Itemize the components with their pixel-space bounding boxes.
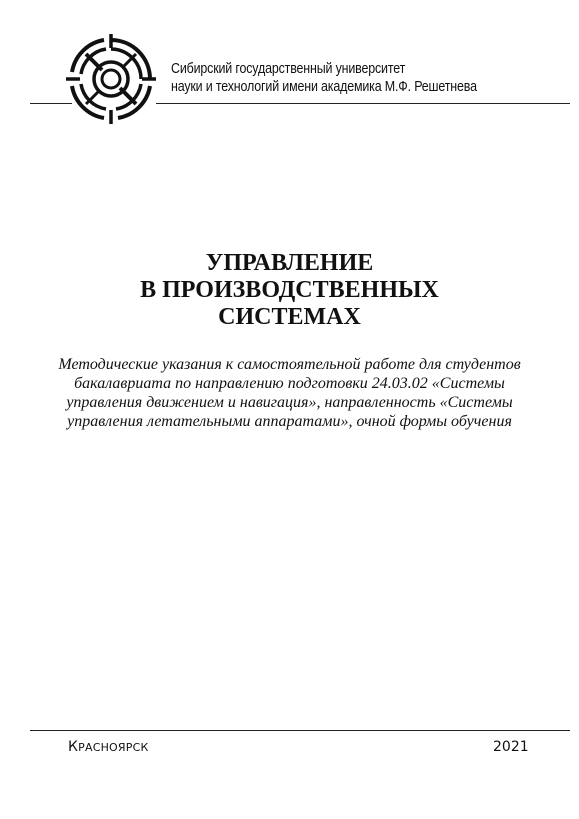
title-line1: УПРАВЛЕНИЕ (205, 250, 374, 276)
city-rest: РАСНОЯРСК (78, 741, 149, 754)
city-initial: К (68, 739, 79, 755)
subtitle-line3: управления движением и навигация», направленность «Системы (66, 394, 513, 411)
header-rule-right (156, 103, 570, 104)
university-name-line2: науки и технологий имени академика М.Ф. Решетнева (171, 79, 477, 95)
university-name (171, 60, 477, 96)
subtitle-line2: бакалавриата по направлению подготовки 24.03.02 «Системы (74, 375, 505, 392)
university-name-line1: Сибирский государственный университет (171, 61, 406, 77)
document-title (0, 250, 579, 331)
title-line2: В ПРОИЗВОДСТВЕННЫХ (140, 277, 439, 303)
publication-year: 2021 (493, 739, 529, 755)
document-subtitle (30, 355, 549, 431)
subtitle-line4: управления летательными аппаратами», очной формы обучения (67, 413, 512, 430)
city-name (68, 738, 148, 757)
footer-rule (30, 730, 570, 731)
header-rule-left (30, 103, 72, 104)
university-emblem-icon (66, 34, 156, 124)
title-line3: СИСТЕМАХ (218, 304, 361, 330)
subtitle-line1: Методические указания к самостоятельной работе для студентов (58, 356, 521, 373)
